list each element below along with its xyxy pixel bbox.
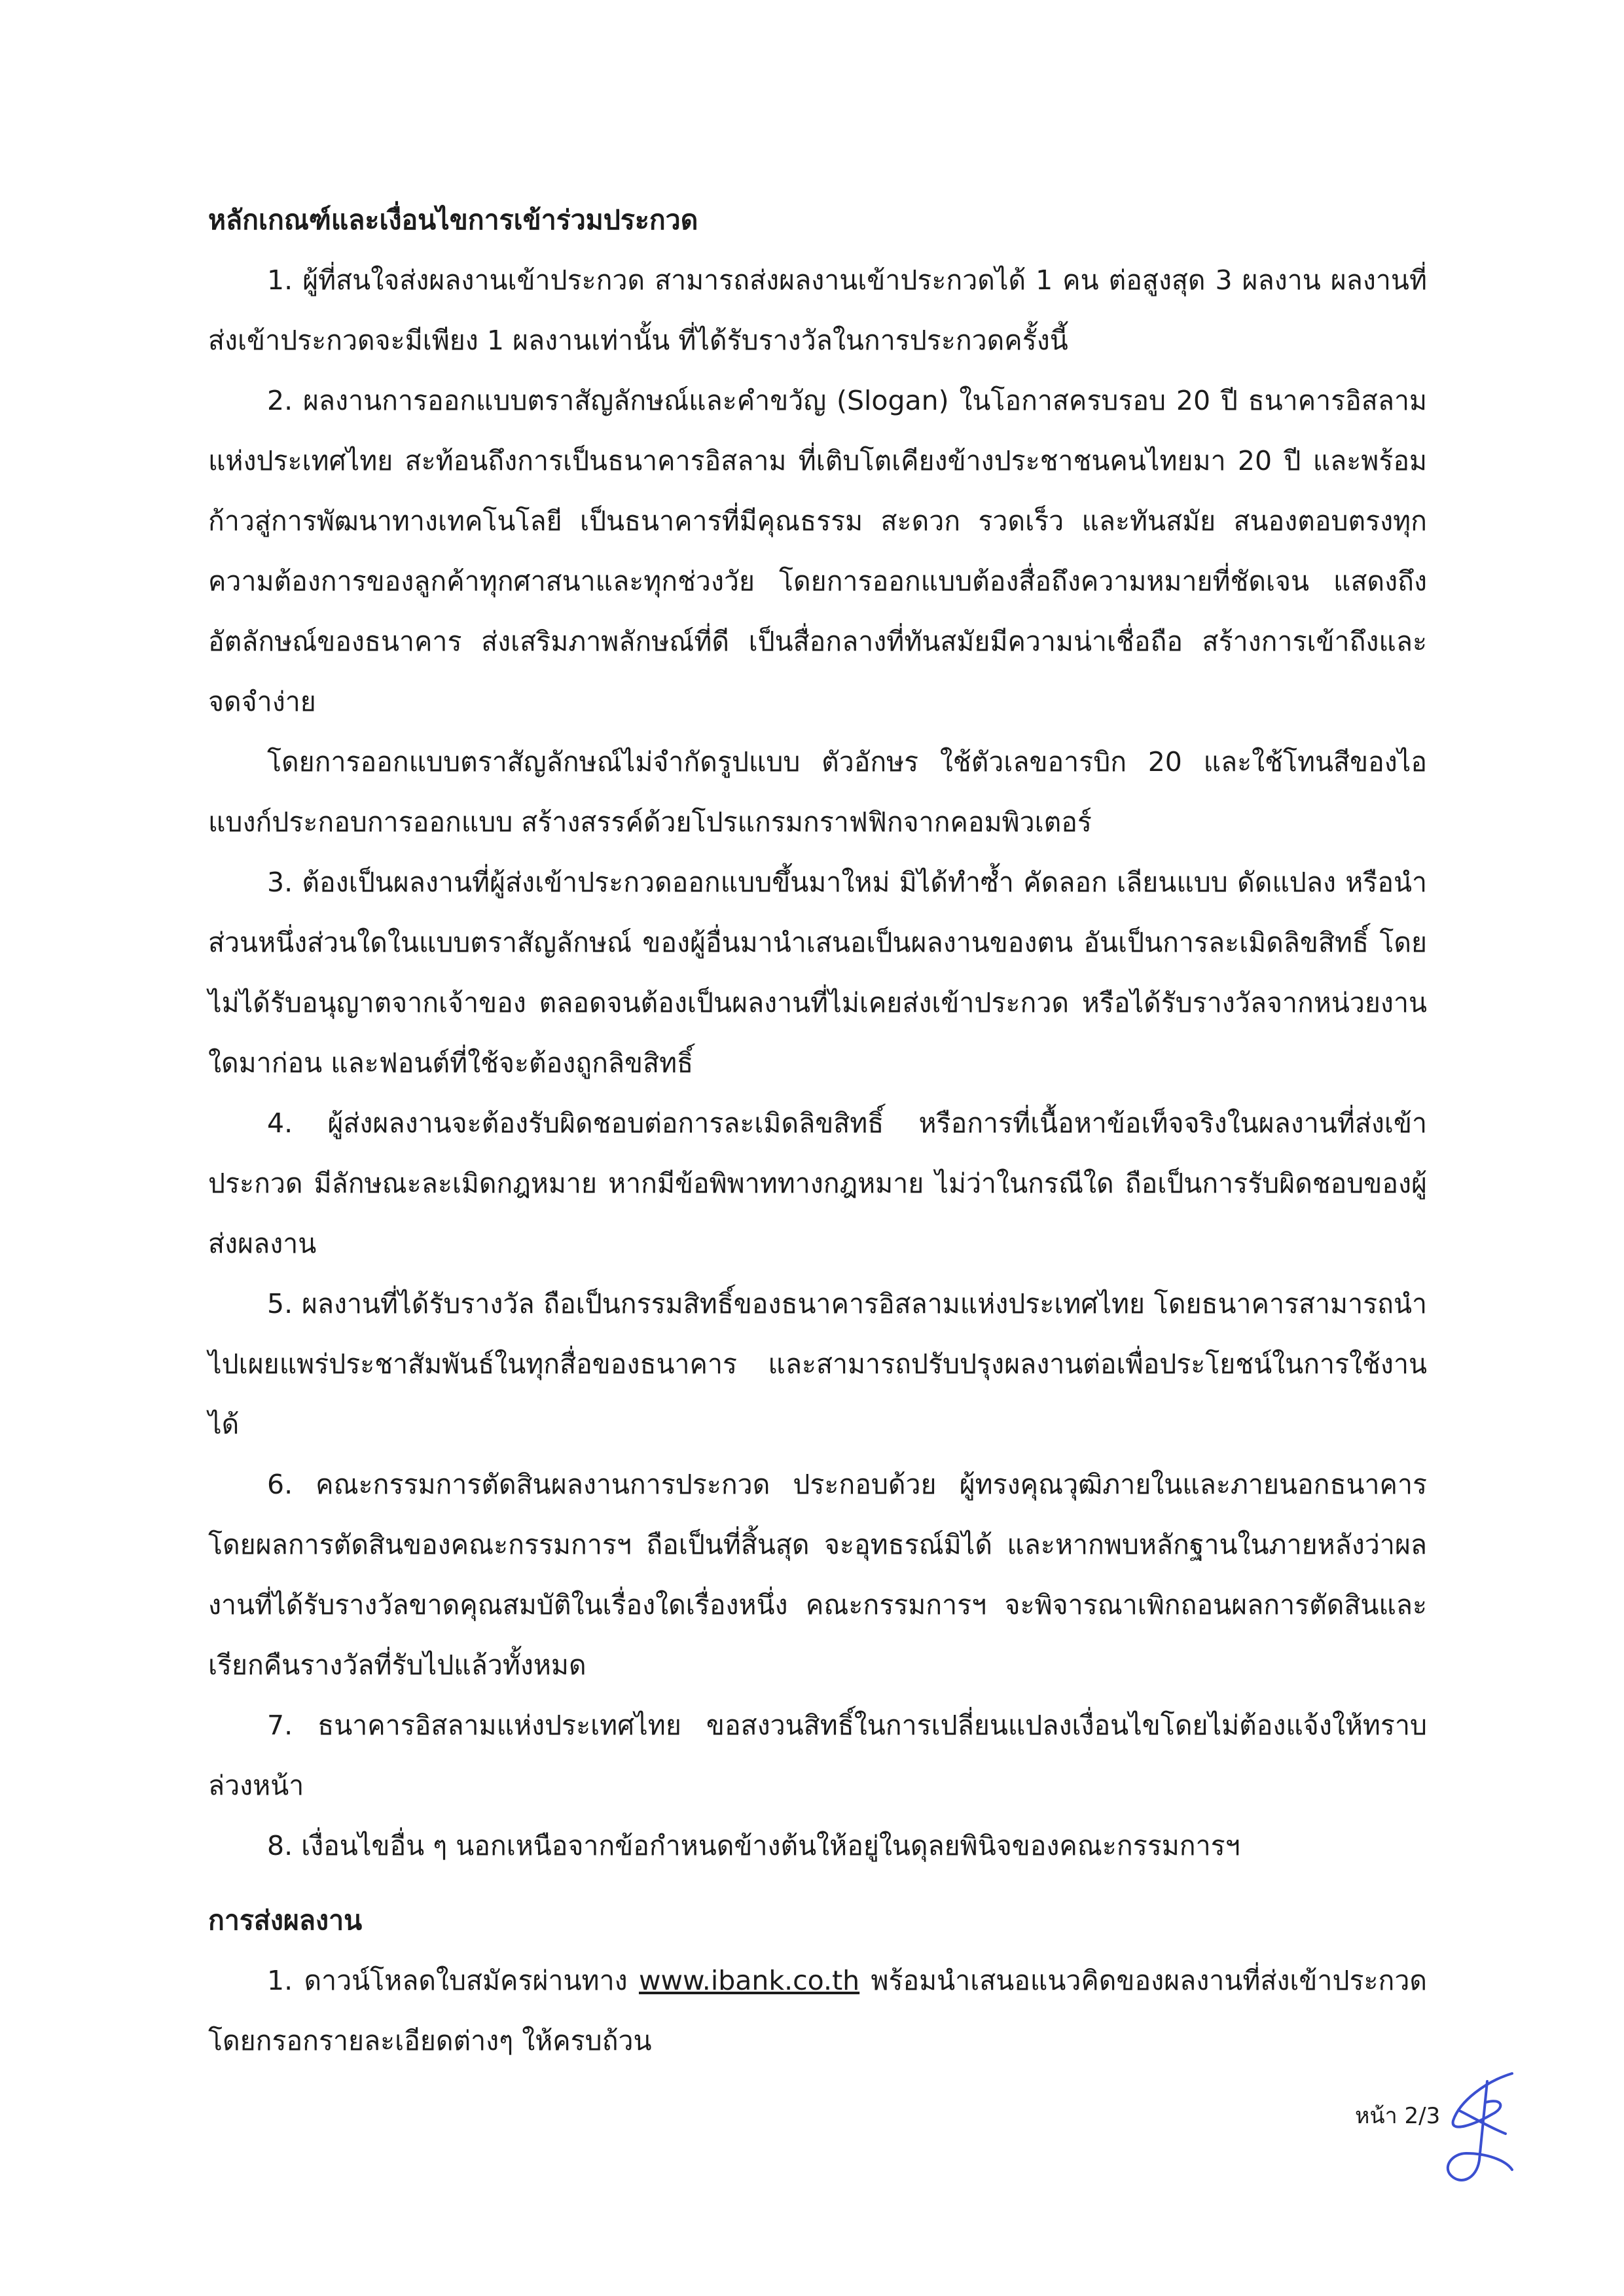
criteria-item-5: 5. ผลงานที่ได้รับรางวัล ถือเป็นกรรมสิทธิ์ของธนาคารอิสลามแห่งประเทศไทย โดยธนาคารสามารถนำไปเผยแพร่ประชาสัมพันธ์ในทุกสื่อของธนาคาร และสามารถปรับปรุงผลงานต่อเพื่อประโยชน์ในการใช้งานได้: [208, 1288, 1427, 1440]
document-body: [208, 190, 1427, 2071]
page-number: หน้า 2/3: [1355, 2103, 1441, 2129]
criteria-item-1: 1. ผู้ที่สนใจส่งผลงานเข้าประกวด สามารถส่งผลงานเข้าประกวดได้ 1 คน ต่อสูงสุด 3 ผลงาน ผลงานที่ส่งเข้าประกวดจะมีเพียง 1 ผลงานเท่านั้น ที่ได้รับรางวัลในการประกวดครั้งนี้: [208, 264, 1427, 356]
criteria-item-8: 8. เงื่อนไขอื่น ๆ นอกเหนือจากข้อกำหนดข้างต้นให้อยู่ในดุลยพินิจของคณะกรรมการฯ: [267, 1830, 1240, 1861]
submission-item-1: [208, 1950, 1427, 2071]
handwritten-signature: [1414, 2062, 1545, 2193]
criteria-item-7: 7. ธนาคารอิสลามแห่งประเทศไทย ขอสงวนสิทธิ์ในการเปลี่ยนแปลงเงื่อนไขโดยไม่ต้องแจ้งให้ทราบล่วงหน้า: [208, 1710, 1427, 1801]
submission-item-1-suffix: พร้อมนำเสนอแนวคิดของผลงานที่ส่งเข้าประกวดโดยกรอกรายละเอียดต่างๆ ให้ครบถ้วน: [208, 1965, 1427, 2056]
criteria-item-4: 4. ผู้ส่งผลงานจะต้องรับผิดชอบต่อการละเมิดลิขสิทธิ์ หรือการที่เนื้อหาข้อเท็จจริงในผลงานที่ส่งเข้าประกวด มีลักษณะละเมิดกฎหมาย หากมีข้อพิพาททางกฎหมาย ไม่ว่าในกรณีใด ถือเป็นการรับผิดชอบของผู้ส่งผลงาน: [208, 1107, 1427, 1259]
ibank-website-link[interactable]: www.ibank.co.th: [638, 1965, 860, 1996]
criteria-item-2: 2. ผลงานการออกแบบตราสัญลักษณ์และคำขวัญ (Slogan) ในโอกาสครบรอบ 20 ปี ธนาคารอิสลามแห่งประเทศไทย สะท้อนถึงการเป็นธนาคารอิสลาม ที่เติบโตเคียงข้างประชาชนคนไทยมา 20 ปี และพร้อมก้าวสู่การพัฒนาทางเทคโนโลยี เป็นธนาคารที่มีคุณธรรม สะดวก รวดเร็ว และทันสมัย สนองตอบตรงทุกความต้องการของลูกค้าทุกศาสนาและทุกช่วงวัย โดยการออกแบบต้องสื่อถึงความหมายที่ชัดเจน แสดงถึงอัตลักษณ์ของธนาคาร ส่งเสริมภาพลักษณ์ที่ดี เป็นสื่อกลางที่ทันสมัยมีความน่าเชื่อถือ สร้างการเข้าถึงและจดจำง่าย: [208, 385, 1427, 717]
criteria-item-2-note: โดยการออกแบบตราสัญลักษณ์ไม่จำกัดรูปแบบ ตัวอักษร ใช้ตัวเลขอารบิก 20 และใช้โทนสีของไอแบงก์ประกอบการออกแบบ สร้างสรรค์ด้วยโปรแกรมกราฟฟิกจากคอมพิวเตอร์: [208, 746, 1427, 838]
criteria-item-6: 6. คณะกรรมการตัดสินผลงานการประกวด ประกอบด้วย ผู้ทรงคุณวุฒิภายในและภายนอกธนาคาร โดยผลการตัดสินของคณะกรรมการฯ ถือเป็นที่สิ้นสุด จะอุทธรณ์มิได้ และหากพบหลักฐานในภายหลังว่าผลงานที่ได้รับรางวัลขาดคุณสมบัติในเรื่องใดเรื่องหนึ่ง คณะกรรมการฯ จะพิจารณาเพิกถอนผลการตัดสินและเรียกคืนรางวัลที่รับไปแล้วทั้งหมด: [208, 1469, 1427, 1681]
criteria-heading: หลักเกณฑ์และเงื่อนไขการเข้าร่วมประกวด: [208, 204, 698, 236]
criteria-item-3: 3. ต้องเป็นผลงานที่ผู้ส่งเข้าประกวดออกแบบขึ้นมาใหม่ มิได้ทำซ้ำ คัดลอก เลียนแบบ ดัดแปลง หรือนำส่วนหนึ่งส่วนใดในแบบตราสัญลักษณ์ ของผู้อื่นมานำเสนอเป็นผลงานของตน อันเป็นการละเมิดลิขสิทธิ์ โดยไม่ได้รับอนุญาตจากเจ้าของ ตลอดจนต้องเป็นผลงานที่ไม่เคยส่งเข้าประกวด หรือได้รับรางวัลจากหน่วยงานใดมาก่อน และฟอนต์ที่ใช้จะต้องถูกลิขสิทธิ์: [208, 867, 1427, 1079]
submission-item-1-prefix: 1. ดาวน์โหลดใบสมัครผ่านทาง: [267, 1965, 639, 1996]
submission-heading: การส่งผลงาน: [208, 1905, 363, 1936]
